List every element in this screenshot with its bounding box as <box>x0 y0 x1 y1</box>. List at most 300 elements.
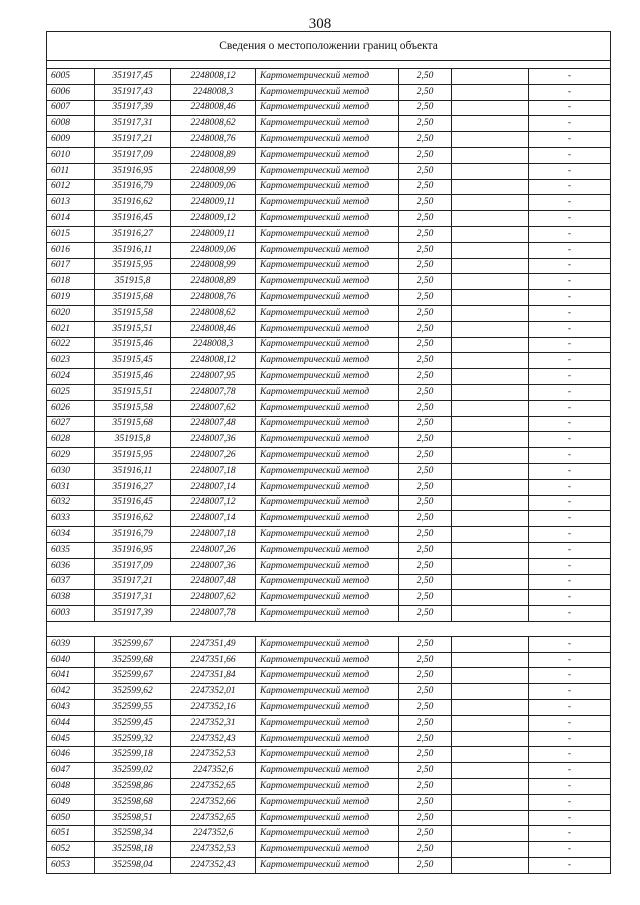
x-coordinate-cell: 351916,45 <box>95 211 171 227</box>
point-number-cell: 6012 <box>47 179 95 195</box>
empty-cell <box>452 416 529 432</box>
table-row <box>47 100 611 116</box>
method-cell: Картометрический метод <box>256 652 399 668</box>
precision-cell: 2,50 <box>399 258 452 274</box>
precision-cell: 2,50 <box>399 542 452 558</box>
y-coordinate-cell: 2248007,18 <box>171 527 256 543</box>
point-number-cell: 6023 <box>47 353 95 369</box>
table-body <box>47 32 611 874</box>
x-coordinate-cell: 352599,67 <box>95 636 171 652</box>
description-cell: - <box>529 606 611 622</box>
x-coordinate-cell: 351915,68 <box>95 290 171 306</box>
table-row <box>47 715 611 731</box>
method-cell: Картометрический метод <box>256 432 399 448</box>
method-cell: Картометрический метод <box>256 794 399 810</box>
precision-cell: 2,50 <box>399 84 452 100</box>
table-title: Сведения о местоположении границ объекта <box>47 32 611 61</box>
x-coordinate-cell: 351916,11 <box>95 242 171 258</box>
description-cell: - <box>529 652 611 668</box>
point-number-cell: 6053 <box>47 858 95 874</box>
table-row <box>47 84 611 100</box>
x-coordinate-cell: 352598,34 <box>95 826 171 842</box>
precision-cell: 2,50 <box>399 527 452 543</box>
empty-cell <box>452 369 529 385</box>
empty-cell <box>452 100 529 116</box>
empty-cell <box>452 132 529 148</box>
empty-cell <box>452 826 529 842</box>
precision-cell: 2,50 <box>399 763 452 779</box>
point-number-cell: 6045 <box>47 731 95 747</box>
method-cell: Картометрический метод <box>256 574 399 590</box>
precision-cell: 2,50 <box>399 495 452 511</box>
empty-cell <box>452 747 529 763</box>
point-number-cell: 6013 <box>47 195 95 211</box>
precision-cell: 2,50 <box>399 700 452 716</box>
precision-cell: 2,50 <box>399 211 452 227</box>
title-gap-row <box>47 61 611 69</box>
y-coordinate-cell: 2247351,66 <box>171 652 256 668</box>
empty-cell <box>452 668 529 684</box>
method-cell: Картометрический метод <box>256 100 399 116</box>
description-cell: - <box>529 258 611 274</box>
point-number-cell: 6022 <box>47 337 95 353</box>
y-coordinate-cell: 2247351,49 <box>171 636 256 652</box>
precision-cell: 2,50 <box>399 305 452 321</box>
method-cell: Картометрический метод <box>256 527 399 543</box>
empty-cell <box>452 700 529 716</box>
precision-cell: 2,50 <box>399 731 452 747</box>
method-cell: Картометрический метод <box>256 448 399 464</box>
point-number-cell: 6039 <box>47 636 95 652</box>
table-row <box>47 69 611 85</box>
table-title-row <box>47 32 611 61</box>
table-row <box>47 384 611 400</box>
method-cell: Картометрический метод <box>256 84 399 100</box>
description-cell: - <box>529 794 611 810</box>
description-cell: - <box>529 858 611 874</box>
table-row <box>47 636 611 652</box>
precision-cell: 2,50 <box>399 794 452 810</box>
x-coordinate-cell: 352599,32 <box>95 731 171 747</box>
y-coordinate-cell: 2247352,53 <box>171 747 256 763</box>
description-cell: - <box>529 479 611 495</box>
precision-cell: 2,50 <box>399 147 452 163</box>
description-cell: - <box>529 274 611 290</box>
description-cell: - <box>529 495 611 511</box>
point-number-cell: 6044 <box>47 715 95 731</box>
empty-cell <box>452 842 529 858</box>
point-number-cell: 6027 <box>47 416 95 432</box>
precision-cell: 2,50 <box>399 574 452 590</box>
precision-cell: 2,50 <box>399 779 452 795</box>
empty-cell <box>452 731 529 747</box>
method-cell: Картометрический метод <box>256 242 399 258</box>
y-coordinate-cell: 2248009,11 <box>171 226 256 242</box>
x-coordinate-cell: 351916,79 <box>95 179 171 195</box>
empty-cell <box>452 574 529 590</box>
description-cell: - <box>529 731 611 747</box>
y-coordinate-cell: 2248007,26 <box>171 542 256 558</box>
empty-cell <box>452 652 529 668</box>
method-cell: Картометрический метод <box>256 69 399 85</box>
precision-cell: 2,50 <box>399 558 452 574</box>
x-coordinate-cell: 352598,51 <box>95 810 171 826</box>
table-row <box>47 290 611 306</box>
y-coordinate-cell: 2248007,62 <box>171 590 256 606</box>
empty-cell <box>452 794 529 810</box>
table-row <box>47 495 611 511</box>
x-coordinate-cell: 352598,68 <box>95 794 171 810</box>
empty-cell <box>452 495 529 511</box>
precision-cell: 2,50 <box>399 116 452 132</box>
empty-cell <box>452 211 529 227</box>
description-cell: - <box>529 558 611 574</box>
point-number-cell: 6018 <box>47 274 95 290</box>
precision-cell: 2,50 <box>399 511 452 527</box>
description-cell: - <box>529 416 611 432</box>
point-number-cell: 6032 <box>47 495 95 511</box>
y-coordinate-cell: 2248007,26 <box>171 448 256 464</box>
empty-cell <box>452 226 529 242</box>
empty-cell <box>452 558 529 574</box>
table-row <box>47 779 611 795</box>
empty-cell <box>452 258 529 274</box>
point-number-cell: 6033 <box>47 511 95 527</box>
description-cell: - <box>529 116 611 132</box>
empty-cell <box>452 337 529 353</box>
x-coordinate-cell: 351916,62 <box>95 195 171 211</box>
method-cell: Картометрический метод <box>256 274 399 290</box>
point-number-cell: 6019 <box>47 290 95 306</box>
method-cell: Картометрический метод <box>256 321 399 337</box>
point-number-cell: 6003 <box>47 606 95 622</box>
x-coordinate-cell: 352599,67 <box>95 668 171 684</box>
point-number-cell: 6008 <box>47 116 95 132</box>
description-cell: - <box>529 400 611 416</box>
description-cell: - <box>529 369 611 385</box>
table-row <box>47 179 611 195</box>
empty-cell <box>452 810 529 826</box>
description-cell: - <box>529 527 611 543</box>
precision-cell: 2,50 <box>399 416 452 432</box>
x-coordinate-cell: 352598,86 <box>95 779 171 795</box>
point-number-cell: 6037 <box>47 574 95 590</box>
description-cell: - <box>529 763 611 779</box>
empty-cell <box>452 590 529 606</box>
table-row <box>47 826 611 842</box>
x-coordinate-cell: 351915,51 <box>95 384 171 400</box>
x-coordinate-cell: 351916,79 <box>95 527 171 543</box>
table-row <box>47 794 611 810</box>
method-cell: Картометрический метод <box>256 763 399 779</box>
description-cell: - <box>529 163 611 179</box>
y-coordinate-cell: 2248007,48 <box>171 574 256 590</box>
y-coordinate-cell: 2247352,65 <box>171 810 256 826</box>
y-coordinate-cell: 2248009,11 <box>171 195 256 211</box>
x-coordinate-cell: 351917,09 <box>95 147 171 163</box>
x-coordinate-cell: 351917,21 <box>95 132 171 148</box>
description-cell: - <box>529 321 611 337</box>
precision-cell: 2,50 <box>399 636 452 652</box>
description-cell: - <box>529 810 611 826</box>
x-coordinate-cell: 351916,95 <box>95 542 171 558</box>
x-coordinate-cell: 351916,45 <box>95 495 171 511</box>
precision-cell: 2,50 <box>399 810 452 826</box>
y-coordinate-cell: 2247352,01 <box>171 684 256 700</box>
method-cell: Картометрический метод <box>256 810 399 826</box>
description-cell: - <box>529 211 611 227</box>
empty-cell <box>452 527 529 543</box>
precision-cell: 2,50 <box>399 479 452 495</box>
method-cell: Картометрический метод <box>256 590 399 606</box>
table-row <box>47 321 611 337</box>
method-cell: Картометрический метод <box>256 195 399 211</box>
table-row <box>47 147 611 163</box>
point-number-cell: 6041 <box>47 668 95 684</box>
method-cell: Картометрический метод <box>256 779 399 795</box>
table-row <box>47 211 611 227</box>
y-coordinate-cell: 2248007,36 <box>171 432 256 448</box>
point-number-cell: 6038 <box>47 590 95 606</box>
y-coordinate-cell: 2248008,99 <box>171 258 256 274</box>
precision-cell: 2,50 <box>399 747 452 763</box>
x-coordinate-cell: 351915,8 <box>95 274 171 290</box>
empty-cell <box>452 195 529 211</box>
table-row <box>47 463 611 479</box>
empty-cell <box>452 179 529 195</box>
empty-cell <box>452 606 529 622</box>
point-number-cell: 6047 <box>47 763 95 779</box>
table-row <box>47 195 611 211</box>
x-coordinate-cell: 352599,02 <box>95 763 171 779</box>
table-row <box>47 668 611 684</box>
table-row <box>47 163 611 179</box>
method-cell: Картометрический метод <box>256 337 399 353</box>
method-cell: Картометрический метод <box>256 400 399 416</box>
x-coordinate-cell: 351915,95 <box>95 258 171 274</box>
table-row <box>47 763 611 779</box>
empty-cell <box>452 763 529 779</box>
method-cell: Картометрический метод <box>256 511 399 527</box>
method-cell: Картометрический метод <box>256 542 399 558</box>
table-row <box>47 132 611 148</box>
method-cell: Картометрический метод <box>256 747 399 763</box>
y-coordinate-cell: 2247352,6 <box>171 826 256 842</box>
x-coordinate-cell: 352599,55 <box>95 700 171 716</box>
description-cell: - <box>529 826 611 842</box>
y-coordinate-cell: 2248007,12 <box>171 495 256 511</box>
x-coordinate-cell: 351916,27 <box>95 226 171 242</box>
empty-cell <box>452 163 529 179</box>
y-coordinate-cell: 2248008,46 <box>171 321 256 337</box>
method-cell: Картометрический метод <box>256 416 399 432</box>
empty-cell <box>452 779 529 795</box>
method-cell: Картометрический метод <box>256 558 399 574</box>
x-coordinate-cell: 351915,68 <box>95 416 171 432</box>
precision-cell: 2,50 <box>399 432 452 448</box>
x-coordinate-cell: 351915,45 <box>95 353 171 369</box>
precision-cell: 2,50 <box>399 448 452 464</box>
method-cell: Картометрический метод <box>256 842 399 858</box>
y-coordinate-cell: 2248007,48 <box>171 416 256 432</box>
table-row <box>47 810 611 826</box>
description-cell: - <box>529 636 611 652</box>
precision-cell: 2,50 <box>399 384 452 400</box>
table-row <box>47 242 611 258</box>
table-row <box>47 700 611 716</box>
point-number-cell: 6030 <box>47 463 95 479</box>
x-coordinate-cell: 351915,95 <box>95 448 171 464</box>
method-cell: Картометрический метод <box>256 684 399 700</box>
point-number-cell: 6050 <box>47 810 95 826</box>
point-number-cell: 6048 <box>47 779 95 795</box>
empty-cell <box>452 384 529 400</box>
y-coordinate-cell: 2248009,06 <box>171 179 256 195</box>
empty-cell <box>452 147 529 163</box>
table-row <box>47 652 611 668</box>
x-coordinate-cell: 351915,46 <box>95 369 171 385</box>
method-cell: Картометрический метод <box>256 826 399 842</box>
method-cell: Картометрический метод <box>256 700 399 716</box>
precision-cell: 2,50 <box>399 226 452 242</box>
y-coordinate-cell: 2247352,53 <box>171 842 256 858</box>
x-coordinate-cell: 351917,21 <box>95 574 171 590</box>
table-row <box>47 258 611 274</box>
empty-cell <box>452 715 529 731</box>
point-number-cell: 6031 <box>47 479 95 495</box>
method-cell: Картометрический метод <box>256 384 399 400</box>
precision-cell: 2,50 <box>399 463 452 479</box>
y-coordinate-cell: 2248008,89 <box>171 274 256 290</box>
table-row <box>47 274 611 290</box>
method-cell: Картометрический метод <box>256 305 399 321</box>
table-row <box>47 590 611 606</box>
x-coordinate-cell: 351917,39 <box>95 606 171 622</box>
point-number-cell: 6040 <box>47 652 95 668</box>
point-number-cell: 6017 <box>47 258 95 274</box>
description-cell: - <box>529 779 611 795</box>
table-row <box>47 400 611 416</box>
y-coordinate-cell: 2248008,12 <box>171 69 256 85</box>
description-cell: - <box>529 448 611 464</box>
precision-cell: 2,50 <box>399 400 452 416</box>
table-row <box>47 511 611 527</box>
precision-cell: 2,50 <box>399 69 452 85</box>
table-row <box>47 337 611 353</box>
x-coordinate-cell: 351917,09 <box>95 558 171 574</box>
precision-cell: 2,50 <box>399 132 452 148</box>
point-number-cell: 6051 <box>47 826 95 842</box>
empty-cell <box>452 305 529 321</box>
y-coordinate-cell: 2248008,99 <box>171 163 256 179</box>
point-number-cell: 6035 <box>47 542 95 558</box>
precision-cell: 2,50 <box>399 242 452 258</box>
point-number-cell: 6049 <box>47 794 95 810</box>
precision-cell: 2,50 <box>399 353 452 369</box>
empty-cell <box>452 84 529 100</box>
y-coordinate-cell: 2248008,12 <box>171 353 256 369</box>
x-coordinate-cell: 351917,31 <box>95 590 171 606</box>
precision-cell: 2,50 <box>399 274 452 290</box>
block-separator-row <box>47 621 611 636</box>
description-cell: - <box>529 384 611 400</box>
description-cell: - <box>529 463 611 479</box>
point-number-cell: 6025 <box>47 384 95 400</box>
precision-cell: 2,50 <box>399 163 452 179</box>
x-coordinate-cell: 351917,39 <box>95 100 171 116</box>
y-coordinate-cell: 2248008,3 <box>171 84 256 100</box>
y-coordinate-cell: 2248009,12 <box>171 211 256 227</box>
point-number-cell: 6024 <box>47 369 95 385</box>
point-number-cell: 6021 <box>47 321 95 337</box>
precision-cell: 2,50 <box>399 842 452 858</box>
y-coordinate-cell: 2248007,14 <box>171 511 256 527</box>
table-row <box>47 842 611 858</box>
x-coordinate-cell: 351917,45 <box>95 69 171 85</box>
method-cell: Картометрический метод <box>256 668 399 684</box>
description-cell: - <box>529 668 611 684</box>
description-cell: - <box>529 747 611 763</box>
page-number: 308 <box>308 16 332 32</box>
table-row <box>47 479 611 495</box>
description-cell: - <box>529 511 611 527</box>
method-cell: Картометрический метод <box>256 731 399 747</box>
point-number-cell: 6042 <box>47 684 95 700</box>
table-row <box>47 369 611 385</box>
x-coordinate-cell: 351915,8 <box>95 432 171 448</box>
method-cell: Картометрический метод <box>256 636 399 652</box>
description-cell: - <box>529 84 611 100</box>
empty-cell <box>452 69 529 85</box>
method-cell: Картометрический метод <box>256 163 399 179</box>
point-number-cell: 6006 <box>47 84 95 100</box>
description-cell: - <box>529 147 611 163</box>
empty-cell <box>452 321 529 337</box>
empty-cell <box>452 242 529 258</box>
y-coordinate-cell: 2248007,18 <box>171 463 256 479</box>
x-coordinate-cell: 352599,45 <box>95 715 171 731</box>
description-cell: - <box>529 842 611 858</box>
table-row <box>47 558 611 574</box>
description-cell: - <box>529 100 611 116</box>
method-cell: Картометрический метод <box>256 715 399 731</box>
precision-cell: 2,50 <box>399 826 452 842</box>
x-coordinate-cell: 352599,68 <box>95 652 171 668</box>
method-cell: Картометрический метод <box>256 290 399 306</box>
description-cell: - <box>529 195 611 211</box>
description-cell: - <box>529 337 611 353</box>
method-cell: Картометрический метод <box>256 858 399 874</box>
method-cell: Картометрический метод <box>256 479 399 495</box>
description-cell: - <box>529 305 611 321</box>
y-coordinate-cell: 2247352,66 <box>171 794 256 810</box>
table-row <box>47 574 611 590</box>
description-cell: - <box>529 179 611 195</box>
empty-cell <box>452 274 529 290</box>
x-coordinate-cell: 351917,31 <box>95 116 171 132</box>
precision-cell: 2,50 <box>399 369 452 385</box>
method-cell: Картометрический метод <box>256 179 399 195</box>
method-cell: Картометрический метод <box>256 226 399 242</box>
y-coordinate-cell: 2248007,95 <box>171 369 256 385</box>
empty-cell <box>452 116 529 132</box>
point-number-cell: 6028 <box>47 432 95 448</box>
y-coordinate-cell: 2247352,43 <box>171 731 256 747</box>
empty-cell <box>452 400 529 416</box>
point-number-cell: 6052 <box>47 842 95 858</box>
precision-cell: 2,50 <box>399 337 452 353</box>
method-cell: Картометрический метод <box>256 132 399 148</box>
